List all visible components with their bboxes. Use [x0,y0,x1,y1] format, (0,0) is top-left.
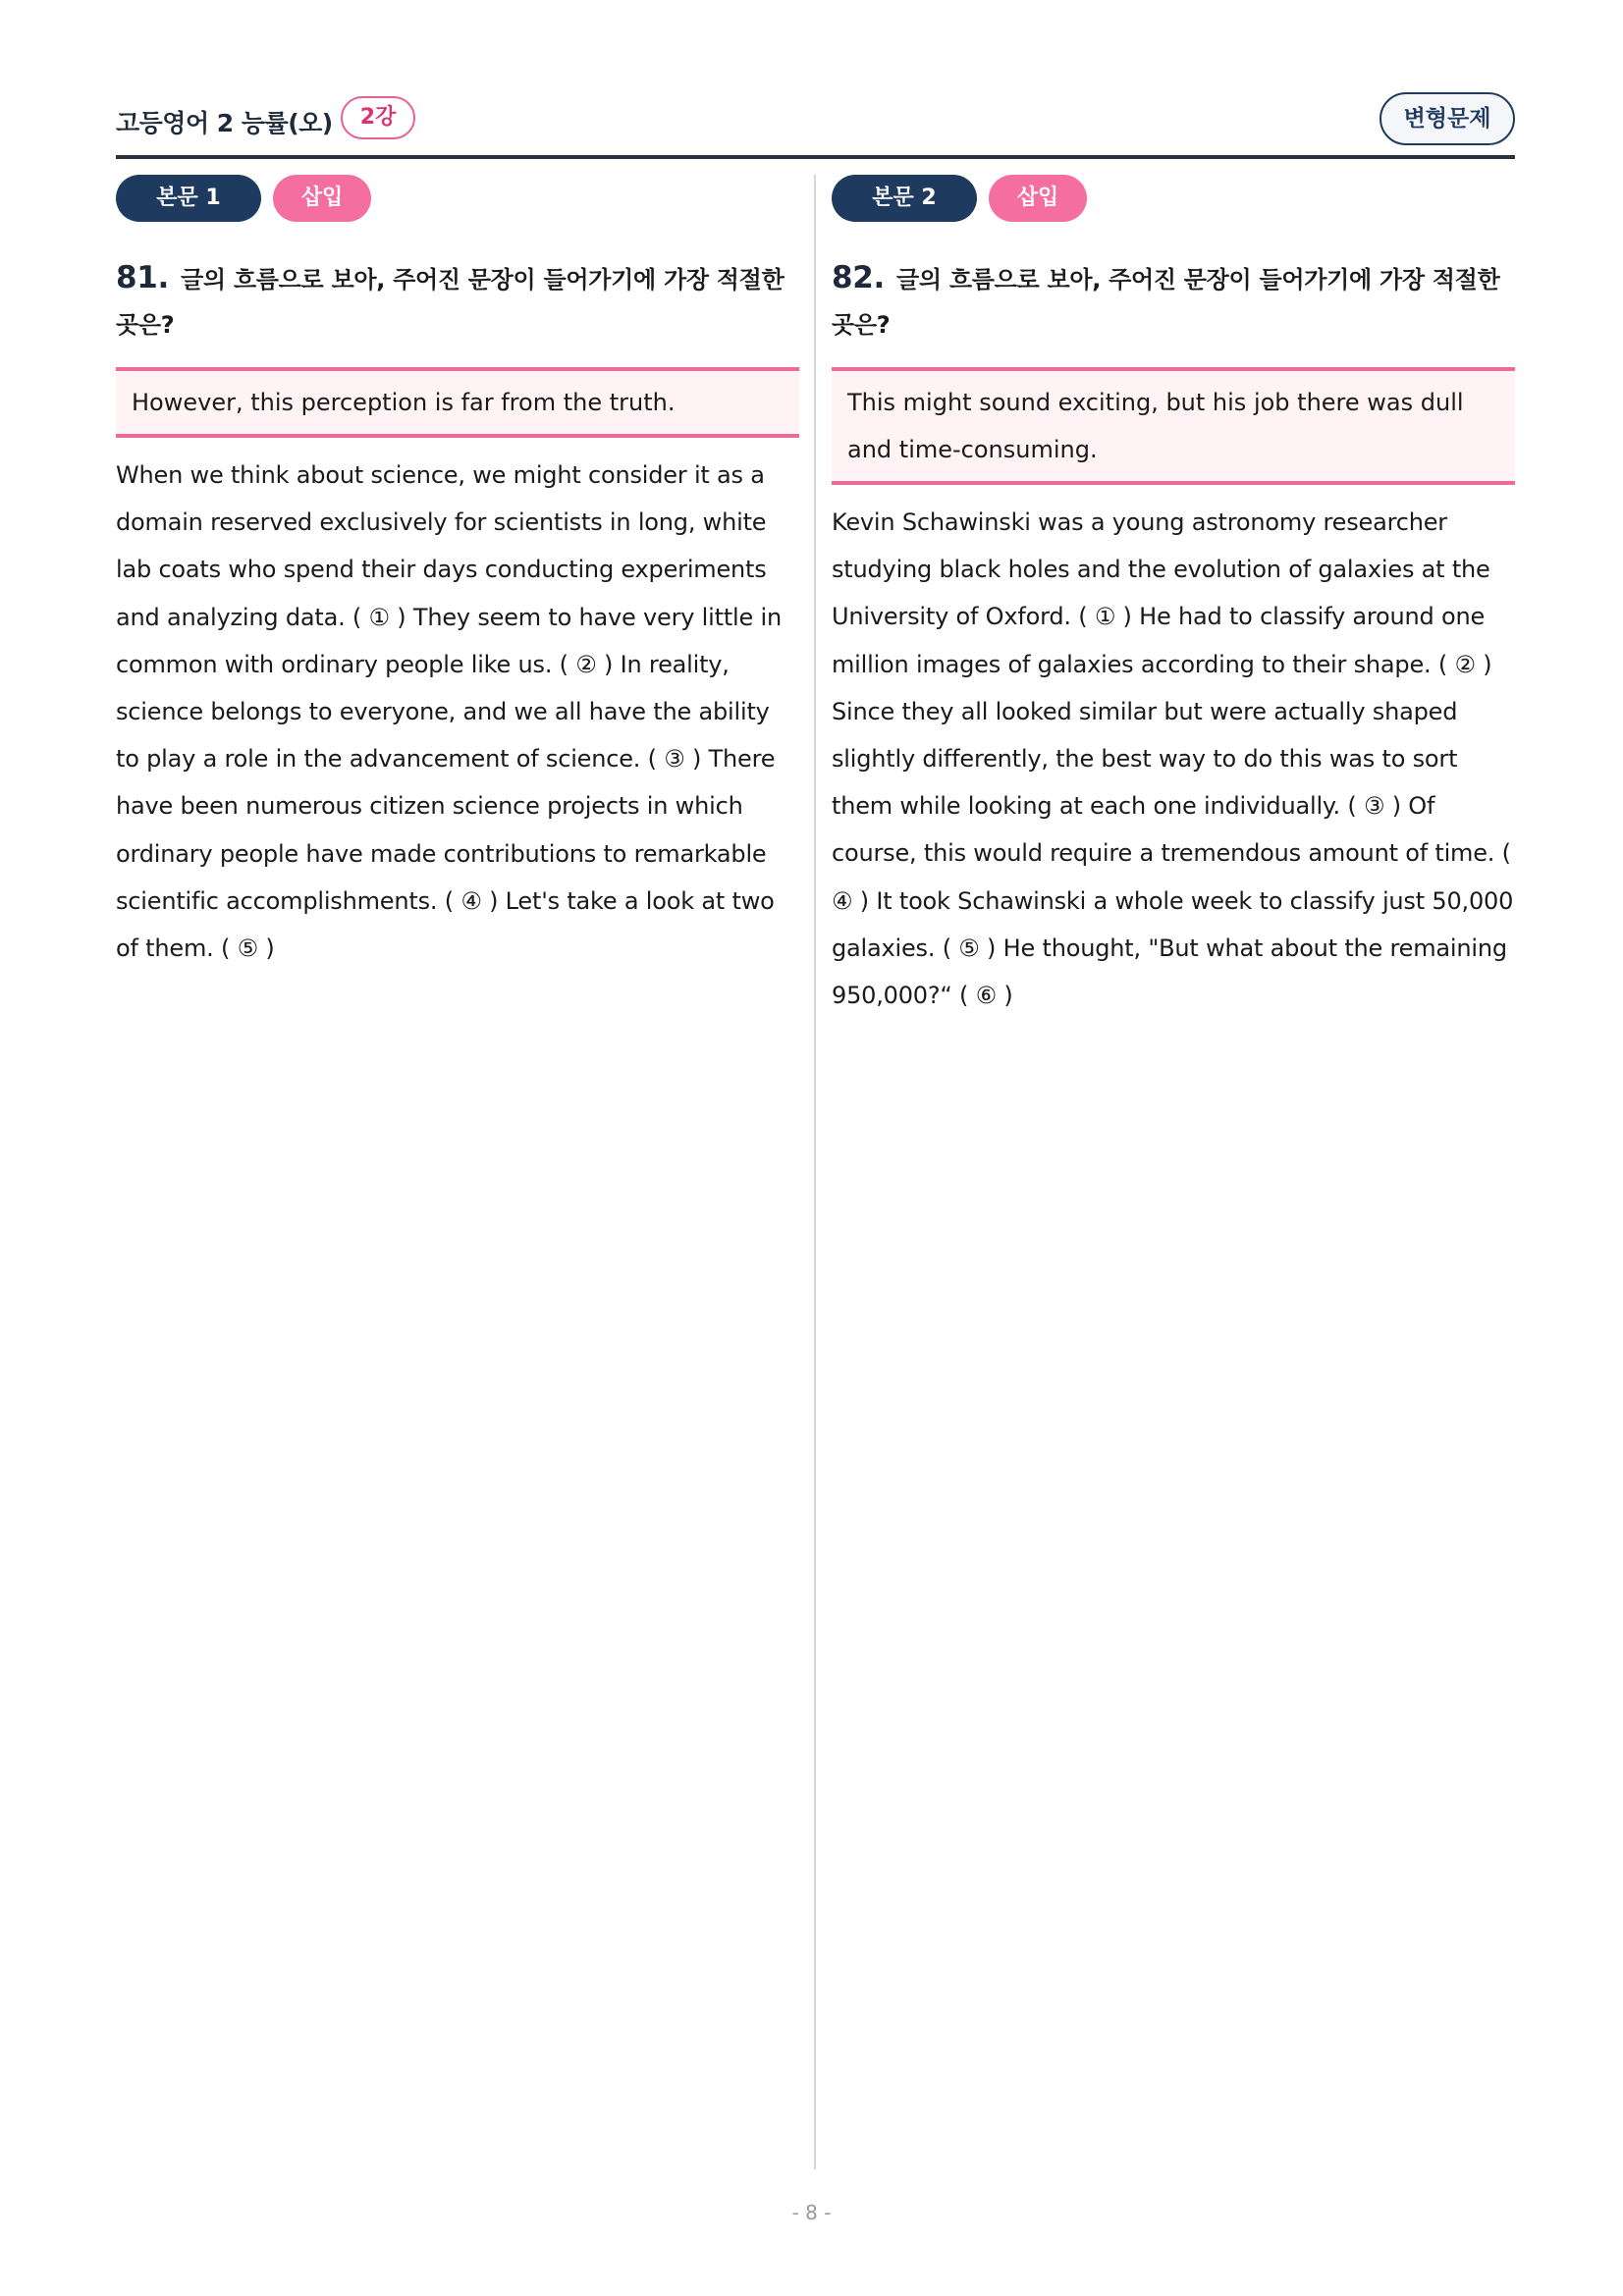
column-divider [814,175,816,2169]
question-number: 81. [116,260,170,295]
passage-text: When we think about science, we might consider it as a domain reserved exclusively for scientists in long, white lab coats who spend their days conducting experiments and analyzing data. ( ① ) They seem to have very little in common with ordinary people like us. ( ② ) In reality, science belongs to everyone, and we all have the ability to play a role in the advancement of science. ( ③ ) There have been numerous citizen science projects in which ordinary people have made contributions to remarkable scientific accomplishments. ( ④ ) Let's take a look at two of them. ( ⑤ ) [116,461,782,963]
book-title: 고등영어 2 능률(오) [116,109,333,137]
category-tag: 삽입 [273,175,371,222]
lesson-badge: 2강 [341,96,415,139]
given-sentence-box [832,367,1515,485]
tag-row [116,175,799,222]
passage-text: Kevin Schawinski was a young astronomy researcher studying black holes and the evolution of galaxies at the University of Oxford. ( ① ) He had to classify around one million images of galaxies according to their shape. ( ② ) Since they all looked similar but were actually shaped slightly differently, the best way to do this was to sort them while looking at each one individually. ( ③ ) Of course, this would require a tremendous amount of time. ( ④ ) It took Schawinski a whole week to classify just 50,000 galaxies. ( ⑤ ) He thought, "But what about the remaining 950,000?“ ( ⑥ ) [832,508,1514,1010]
question-number: 82. [832,260,886,295]
question-column-81 [116,175,799,972]
passage-tag: 본문 2 [832,175,977,222]
question-column-82 [832,175,1515,1019]
question-text: 글의 흐름으로 보아, 주어진 문장이 들어가기에 가장 적절한 곳은? [116,266,784,339]
header-divider [116,155,1515,159]
question-prompt [832,255,1515,347]
given-sentence-box [116,367,799,438]
given-sentence: This might sound exciting, but his job there was dull and time-consuming. [847,389,1464,463]
question-type-badge: 변형문제 [1380,92,1515,145]
page-number: - 8 - [791,2201,832,2224]
given-sentence: However, this perception is far from the truth. [132,389,676,416]
question-prompt [116,255,799,347]
question-text: 글의 흐름으로 보아, 주어진 문장이 들어가기에 가장 적절한 곳은? [832,266,1500,339]
tag-row [832,175,1515,222]
page-header [116,90,1515,159]
passage-tag: 본문 1 [116,175,261,222]
category-tag: 삽입 [989,175,1087,222]
